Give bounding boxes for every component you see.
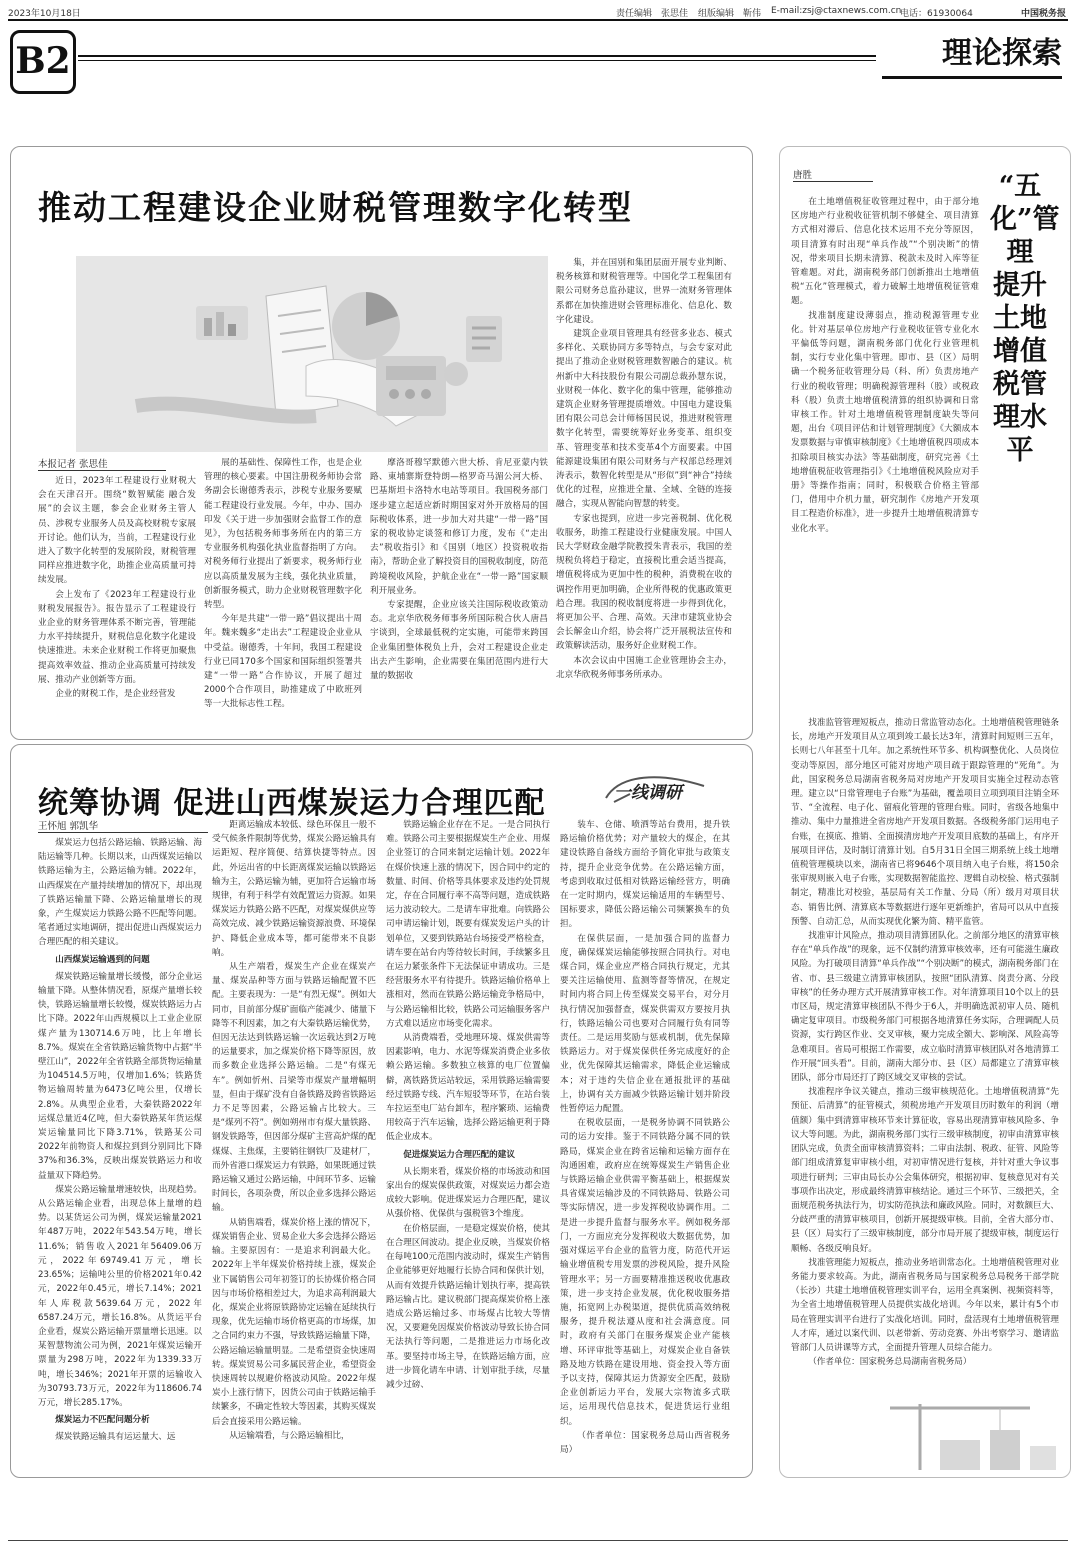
article2-column-4 [560,818,730,1468]
article1-paragraph: 企业的财税工作，是企业经营发 [55,689,176,700]
article1-paragraph: 今年是共建“一带一路”倡议提出十周年。魏来魏多“走出去”工程建设企业业从中受益。谢德秀，十年间，我国工程建设行业已同170多个国家和国际组织签署共建“一带一路”合作协议，开展了超过2000个合作项目，助推建成了中欧班列等一大批标志性工程。 [204,614,362,710]
sidebar-paragraph: （作者单位：国家税务总局湖南省税务局） [808,1357,972,1368]
article1-paragraph: 专家提醒，企业应该关注国际税收政策动态。北京华欣税务师事务所国际税合伙人唐昌宇谈到，全球最低税约定实施，可能带来跨国企业集团整体税负上升，会对工程建设企业走出去产生影响，企业需要在集团范围内进行大量的数据收 [370,600,548,682]
article2-byline-rule [38,832,208,833]
article2-subheading: 山西煤炭运输遇到的问题 [55,954,150,965]
article2-paragraph: 从销售端看，煤炭价格上涨的情况下，煤炭销售企业、贸易企业大多会选择公路运输。主要原因有：一是追求利润最大化。2022年上半年煤炭价格持续上涨，煤炭企业下属销售公司年初签订的长协煤价格合同因与市场价格相差过大，为追求高利润最大化，煤炭企业将原铁路协定运输在延续执行现象，优先运输市场价格更高的市场煤，加之合同约束力不强，导致铁路运输量下降，公路运输运输量明显。二是希望资金快速周转。煤炭贸易公司多属民营企业，希望资金快速周转以规避价格波动风险。2022年煤炭小上涨行情下，因货公司由于铁路运输手续繁多，不确定性较大等因素，其购买煤炭后会直接采用公路运输。 [212,1217,376,1427]
article2-subheading: 煤炭运力不匹配问题分析 [55,1415,150,1426]
document-stack-illustration [76,256,548,452]
article1-column-1 [38,474,196,736]
article1-paragraph: 会上发布了《2023年工程建设行业财税发展报告》。报告显示了工程建设行业企业的财务管理体系不断完善，管理能力水平持续提升，财税信息化数字化建设快速推进。未来企业财税工作将更加聚焦提高效率效益、推动企业高质量可持续发展、推动产业创新等方面。 [38,589,196,685]
sidebar-column-bottom [791,716,1059,1476]
article2-paragraph: （作者单位：国家税务总局山西省税务局） [560,1430,730,1455]
sidebar-byline-rule [793,181,873,182]
sidebar-paragraph: 找准监管管理短板点，推动日常监管动态化。土地增值税管理链条长，房地产开发项目从立项到竣工最长达3年，清算时间短则三五年，长则七八年甚至十几年。加之系统性环节多、机构调整优化、人员岗位变动等原因，部分地区可能对房地产项目疏于跟踪管理的“死角”。为此，国家税务总局湖南省税务局对房地产开发项目实施全过程动态管理。建立以“日常管理电子台账”为基础，覆盖项目立项到项目注销全环节、“全流程、电子化、留痕化管理的管理台账。同时，省级各地集中推动、集中力量推进全省房地产开发项目数据。各级税务部门运用电子台账，在摸底、推销、全面摸清房地产开发项目底数的基础上，有序开展项目评估，及时制订清算计划。自5月31日全国三期系统上线土地增值税管理模块以来，湖南省已将9646个项目纳入电子台账，将150余张审规则嵌入电子台账，实现数据智能监控、逻辑自动校验、格式强制制定，精准比对校验，基层局有关工作量、分局（所）级月对项目状态、销售比例、清算底本等数据进行逐年更新维护，省局可以从中直接预警、自动汇总，从而实现优化繁为简、精平监管。 [791,718,1059,927]
sidebar-author: 唐胜 [793,170,813,181]
article1-illustration [76,256,548,452]
article2-paragraph: 从生产端看，煤炭生产企业在煤炭产量、煤炭品种等方面与铁路运输配置不匹配。主要表现为：一是“有烈无煤”。例如大同市，目前部分煤矿面临产能减少、储量下降等不利因素，加之有大秦铁路运输优势，但因无法达到铁路运输一次运载达到2万吨的运量要求，加之煤炭价格下降等原因，放而多数企业选择公路运输。二是“有煤无车”。例如忻州、吕梁等市煤炭产量增幅明显，但由于煤矿没有自备铁路及跨省铁路运力不足等因素，公路运输占比较大。三是“煤列不符”。例如朔州市有煤大量铁路、钢发铁路等，但因部分煤矿主营高炉煤的配煤煤、主焦煤，主要销往钢铁厂及建材厂，而外省港口煤炭运力有铁路，如果既通过铁路运输又通过公路运输，中间环节多、运输时间长，各项杂费，所以企业多选择公路运输。 [212,962,376,1214]
article1-byline: 本报记者 张思佳 [38,459,108,470]
article1-paragraph: 近日，2023年工程建设行业财税大会在天津召开。围绕“数智赋能 融合发展”的会议主题，参会企业财务主管人员、涉税专业服务人员及高校财税专家展开讨论。他们认为，当前，工程建设行业进入了数字化转型的发展阶段，财税管理同样应推进数字化，助推企业高质量可持续发展。 [38,476,196,586]
article2-subheading: 促进煤炭运力合理匹配的建议 [403,1149,515,1160]
article1-column-3 [370,456,548,736]
page-number: B2 [10,30,76,94]
article2-paragraph: 煤炭铁路运输具有运运量大、远 [55,1432,176,1443]
section-title: 理论探索 [882,32,1062,79]
bottom-rule [8,1540,1068,1541]
article2-paragraph: 装车、仓储、喷洒等站台费用，提升铁路运输价格优势；对产量较大的煤企，在其建设铁路自备线方面给予简化审批与政策支持，提升企业竞争优势。在公路运输方面，考虑到收取过低相对铁路运输经营方，明确在一定时期内，煤炭运输适用的车辆型号、国标要求，降低公路运输公司频繁换车的负担。 [560,820,730,930]
article1-paragraph: 建筑企业项目管理具有经营多业态、模式多样化、关联协同方多等特点，与会专家对此提出了推动企业财税管理数智融合的建议。杭州新中大科技股份有限公司副总裁孙慧东说，业财税一体化、数字化的集中管理，能够推动建筑企业财务管理提质增效。中国电力建设集团有限公司总会计师杨国民说，推进财税管理数字化转型，需要统筹好业务变革、组织变革、管理变革和技术变革4个方面要素。中国能源建设集团有限公司财务与产权部总经理刘涛表示，数智化转型是从“形似”到“神合”持续优化的过程，应推进全量、全域、全链的连接融合，实现从智能向智慧的转变。 [556,329,732,510]
sidebar-paragraph: 找准管理能力短板点，推动业务培训常态化。土地增值税管理对业务能力要求较高。为此，湖南省税务局与国家税务总局税务干部学院（长沙）共建土地增值税管理实训平台，运用全真案例、视频资料等，为全省土地增值税管理人员提供实战化培训。今年以来，累计有5个市局在管理实训平台进行了实战化培训。同时，盘活现有土地增值税管理人才库，通过以案代训、以老带新、劳动竞赛、外出考察学习、邀请监管部门人员讲课等方式，全面提升管理人员综合能力。 [791,1257,1059,1353]
article1-column-4 [556,256,732,736]
sidebar-column-top [791,195,979,715]
article2-headline: 统筹协调 促进山西煤炭运力合理匹配 [38,786,546,821]
article2-paragraph: 从消费端看，受地理环境、煤炭供需等因素影响，电力、水泥等煤炭消费企业多依赖公路运输。多数独立核算的电厂位置偏僻，离铁路货运站较远，采用铁路运输需要经过铁路专线、汽车短驳等环节，在站台装车拉运至电厂站台卸车，程序繁琐、运输费用较高于汽车运输，选择公路运输更利于降低企业成本。 [386,1033,550,1143]
issue-date: 2023年10月18日 [8,9,81,19]
column-tag-label: 一线调研 [614,783,682,803]
article1-headline: 推动工程建设企业财税管理数字化转型 [38,188,633,227]
masthead-strip [8,4,1068,20]
article2-column-1 [38,836,202,1468]
contact-email: E-mail:zsj@ctaxnews.com.cn [771,6,902,16]
header-rule [78,55,876,57]
sidebar-headline: “五化”管理 提升土地增值税管理水平 [990,171,1060,466]
article1-paragraph: 集，并在国别和集团层面开展专业判断、税务核算和财税管理等。中国化学工程集团有限公司财务总监孙建议，世界一流财务管理体系都在加快推进财会管理标准化、信息化、数字化建设。 [556,258,732,325]
article1-paragraph: 专家也提到，应进一步完善税制、优化税收服务，助推工程建设行业健康发展。中国人民大学财政金融学院教授朱青表示，我国的差规税负将趋于稳定，直接税比重会适当提高，增值税将成为更加中性的税种，消费税在收的调控作用更加明确，企业所得税的优惠政策更趋合理。我国的税收制度将进一步得到优化，将更加公平、合理、高效。天津市建筑业协会会长解金山介绍，协会将广泛开展税法宣传和政策解读活动，服务好企业财税工作。 [556,513,732,652]
construction-illustration [880,1400,1066,1472]
article1-paragraph: 摩洛哥穆罕默德六世大桥、肯尼亚蒙内铁路、東埔寨斯登特朗—格罗奇马湄公河大桥、巴基斯坦卡洛特水电站等项目。我国税务部门逐步建立起适应新时期国家对外开放格局的国际税收体系，进一步加大对共建“一带一路”国家的税收协定谈签和修订力度，发布《“走出去”税收指引》和《国别（地区）投资税收指南》，帮助企业了解投资目的国税收制度，防范跨境税收风险，护航企业在“一带一路”国家顺利开展业务。 [370,458,548,596]
article2-paragraph: 在价格层面，一是稳定煤炭价格，使其在合理区间波动。提企业反映，当煤炭价格在每吨100元范围内波动时，煤炭生产销售企业能够更好地履行长协合同和保供计划，从而有效提升铁路运输计划执行率，提高铁路运输占比。建议税部门提高煤炭价格上涨造成公路运输过多、市场煤占比较大等情况，又要避免因煤炭价格波动导致长协合同无法执行等问题，二是推进运力市场化改革。要坚持市场主导，在铁路运输方面，应进一步简化请车申请、计划审批手续，尽量减少过磅、 [386,1223,550,1390]
article1-paragraph: 展的基础性、保障性工作，也是企业管理的核心要素。中国注册税务师协会常务副会长谢德秀表示，涉税专业服务要赋能工程建设行业发展。今年，中办、国办印发《关于进一步加强财会监督工作的意见》，为包括税务师事务所在内的第三方专业服务机构强化执业监督指明了方向。对税务师行业提出了新要求，税务师行业应以高质量发展为主线，强化执业质量，创新服务模式，助力企业财税管理数字化转型。 [204,458,362,611]
designer-credit: 组版编辑 靳伟 [698,9,762,19]
article2-paragraph: 从长期来看，煤炭价格的市场波动和国家出台的煤炭保供政策，对煤炭运力都会造成较大影响。促进煤炭运力合理匹配，建议从强价格、优保供与强税管3个维度。 [386,1166,550,1220]
crane-icon [880,1400,1066,1472]
article2-column-3 [386,818,550,1468]
column-tag [600,768,710,812]
article2-paragraph: 煤炭铁路运输量增长缓慢，部分企业运输量下降。从整体情况看，原煤产量增长较快，铁路运输量增长较慢，煤炭铁路运力占比下降。2022年山西规模以上工业企业原煤产量为130714.6万吨，比上年增长8.7%。煤炭在全省铁路运输货物中占据“半壁江山”，2022年全省铁路全部货物运输量为104514.5万吨，仅增加1.6%；铁路货物运输周转量为6473亿吨公里，仅增长2.8%。从典型企业看，大秦铁路2022年运煤总量近4亿吨，但大秦铁路某年货运煤炭运输量同比下降3.71%，铁路某公司2022年前物资人和煤拉到到分别同比下降37%和36.3%，反映出煤炭铁路运力和收益量双下降趋势。 [38,971,202,1181]
article2-paragraph: 在税收层面，一是税务协调不同铁路公司的运力安排。鉴于不同铁路分属不同的铁路局，煤炭企业在跨省运输和运输方面存在沟通困难，政府应在统筹煤炭生产销售企业与铁路运输企业供需平衡基础上，根据煤炭具省煤炭运输涉及的不同铁路局、铁路公司等实际情况，进一步发挥税收协调作用。二是进一步提升监督与服务水平。例如税务部门，一方面应充分发挥税收大数据优势，加强对煤运平台企业的监管力度，防范代开运输业增值税专用发票的涉税风险，提升风险管理水平；另一方面要精准推送税收优惠政策，进一步支持企业发展，优化税收服务措施，拓宽网上办税渠道，提供优质高效纳税服务，提升税法遵从度和社会满意度。同时，政府有关部门在服务煤炭企业产能核增、环评审批等基础上，对煤炭企业自备铁路及地方铁路在建设用地、资金投入等方面予以支持，保障其运力货源安全匹配，鼓励企业创新运力平台，发展大宗物流多式联运，运用现代信息技术，促进货运行业组织。 [560,1118,730,1427]
sidebar-paragraph: 在土地增值税征收管理过程中，由于部分地区房地产行业税收征管机制不够健全、项目清算方式相对滞后、信息化技术运用不充分等原因，项目清算有时出现“单兵作战”“个别决断”的情况，带来项目长期未清算、税款未及时入库等征管难题。对此，湖南税务部门创新推出土地增值税“五化”管理模式，着力破解土地增值税征管难题。 [791,197,979,307]
article2-paragraph: 煤炭运力包括公路运输、铁路运输、海陆运输等几种。长期以来，山西煤炭运输以铁路运输为主，公路运输为辅。2022年，山西煤炭在产量持续增加的情况下，却出现了铁路运输量下降、公路运输量增长的现象，产生煤炭运力铁路公路不匹配等问题。笔者通过实地调研，提出促进山西煤炭运力合理匹配的相关建议。 [38,838,202,948]
top-rule [8,19,1068,21]
article2-paragraph: 铁路运输企业存在不足。一是合同执行难。铁路公司主要根据煤炭生产企业、用煤企业签订的合同来制定运输计划。2022年在煤价快速上涨的情况下，因合同中约定的数量、时间、价格等具体要求及违约处罚规定，存在合同履行率不高等问题，造成铁路运力波动较大。二是请车审批难。向铁路公司申请运输计划，既要有煤炭发运户头的计划单位，又要到铁路站台场接受严格检查，请车要在站台内等待较长时间，手续繁多且在运力紧张条件下无法保证申请成功。三是经营服务水平有待提升。铁路运输价格单上涨相对，然而在铁路公路运输竞争格局中，与公路运输相比较，铁路公司运输服务客户方式难以适应市场变化需求。 [386,820,550,1029]
article2-byline: 王怀旭 郭凯华 [38,821,99,832]
header-rule-thin [78,60,876,61]
sidebar-paragraph: 找准审计风险点，推动项目清算团队化。之前部分地区的清算审核存在“单兵作战”的现象，远不仅制约清算审核效率，还有可能滋生廉政风险。为打破项目清算“单兵作战”“个别决断”的模式，湖南税务部门在省、市、县三级建立清算审核团队，按照“团队清算、岗责分离、分段审核”的任务办理方式开展清算审核工作。对年清算项目10个以上的县市区局，规定清算审核团队不得少于6人，并明确选派初审人员、随机确定复审项目。市级税务部门可根据各地清算任务实际，合理调配人员资源，实行跨区作业、交叉审核，聚力完成全额大、影响深、风险高等急难项目。省局可根据工作需要，成立临时清算审核团队对各地清算工作开展“回头看”。目前，湖南大部分市、县（区）局都建立了清算审核团队，部分市局还打了跨区域交叉审核的尝试。 [791,931,1059,1084]
article2-paragraph: 煤炭公路运输量增速较快，出现趋势。从公路运输企业看，出现总体上量增的趋势。以某货运公司为例，煤炭运输量2021年487万吨，2022年543.54万吨，增长11.6%；销售收入2021年56409.06万元，2022年69749.41万元，增长23.65%；运输吨公里的价格2021年0.42元，2022年0.45元，增长7.14%；2021年人库税款5639.64万元，2022年6587.24万元，增长16.8%。从货运平台企业看，煤炭公路运输开票量增长迅速。以某智慧物流公司为例，2021年煤炭运输开票量为298万吨，2022年为1339.33万吨，增长346%；2021年开票的运输收入为30793.73万元，2022年为118606.74万元，增长285.17%。 [38,1184,202,1408]
newspaper-name: 中国税务报 [1020,9,1066,19]
article1-paragraph: 本次会议由中国施工企业管理协会主办，北京华欣税务师事务所承办。 [556,655,732,680]
sidebar-paragraph: 找准程序争议关键点，推动三级审核规范化。土地增值税清算“先预征、后清算”的征管模式，须税房地产开发项目历时数年的利润（增值额）集中到清算审核环节来计算征收，容易出现清算审核风险多、争议大等问题。为此，湖南税务部门实行三级审核制度，初审由清算审核团队完成，负责全面审核清算资料；二审由法制、税政、征管、风险等部门组成清算复审审核小组，对初审情况进行复核，并针对重大争议事项进行研判；三审由局长办公会集体研究，根据初审、复核意见对有关事项作出决定，形成最终清算审核结论。通过三个环节、三级把关，全面规范税务执法行为，切实防范执法和廉政风险。同时，对数额巨大、分歧严重的清算审核项目，创新开展提级审核。目前，全省大部分市、县（区）局实行了三级审核制度，部分市局开展了提级审核，制度运行顺畅、各级反响良好。 [791,1087,1059,1254]
article2-paragraph: 在保供层面，一是加强合同的监督力度，确保煤炭运输能够按照合同执行。对电煤合同，煤企业应严格合同执行规定，尤其要关注运输使用、监测等督等情况，在规定时间内将合同上传至煤炭交易平台，对分月执行情况加强督查，煤炭供需双方要按月执行，铁路运输公司也要对合同履行负有同等责任。二是运用奖励与惩戒机制，优先保障铁路运力。对于煤炭保供任务完成度好的企业，优先保障其运输需求，降低企业运输成本；对于违约失信企业在通报批评的基础上，协调有关方面减少铁路运输计划并阶段性暂停运力配置。 [560,933,730,1115]
article2-paragraph: 从运输端看，与公路运输相比， [229,1430,350,1441]
sidebar-paragraph: 找准制度建设薄弱点，推动税源管理专业化。针对基层单位房地产行业税收征管专业化水平偏低等问题，湖南税务部门优化行业管理机制，实行专业化集中管理。即市、县（区）局明确一个税务征收管理分局（科、所）负责房地产行业的税收管理；明确税源管理科（股）或税政科（股）负责土地增值税清算的组织协调和日常审核工作。针对土地增值税管理制度缺失等问题，出台《项目评估和计划管理制度》《大额成本发票数据与审慎审核制度》《土地增值税四项成本扣除项目核实办法》等基础制度，研究完善《土地增值税征收管理指引》《土地增值税风险应对手册》等操作指南；同时，积极联合价格主管部门，借用中介机力量，研究制作《房地产开发项目工程造价标准》，进一步提升土地增值税清算专业化水平。 [791,310,979,534]
contact-phone: 电话：61930064 [900,9,973,19]
article1-byline-rule [38,470,166,471]
article2-paragraph: 距离运输成本较低、绿色环保且一般不受气候条件限制等优势，煤炭公路运输具有运距短、程序简便、结算快捷等特点。因此，外运出省的中长距离煤炭运输以铁路运输为主，公路运输为辅，更加符合运输市场规律，有利于科学有效配置运力资源。如果煤炭运力铁路公路不匹配，对煤炭煤供应等高效完成、减少铁路运输资源浪费、环境保护、降低企业成本等，都可能带来不良影响。 [212,820,376,958]
article1-column-2 [204,456,362,736]
article2-column-2 [212,818,376,1468]
editor-credit: 责任编辑 张思佳 [616,9,689,19]
